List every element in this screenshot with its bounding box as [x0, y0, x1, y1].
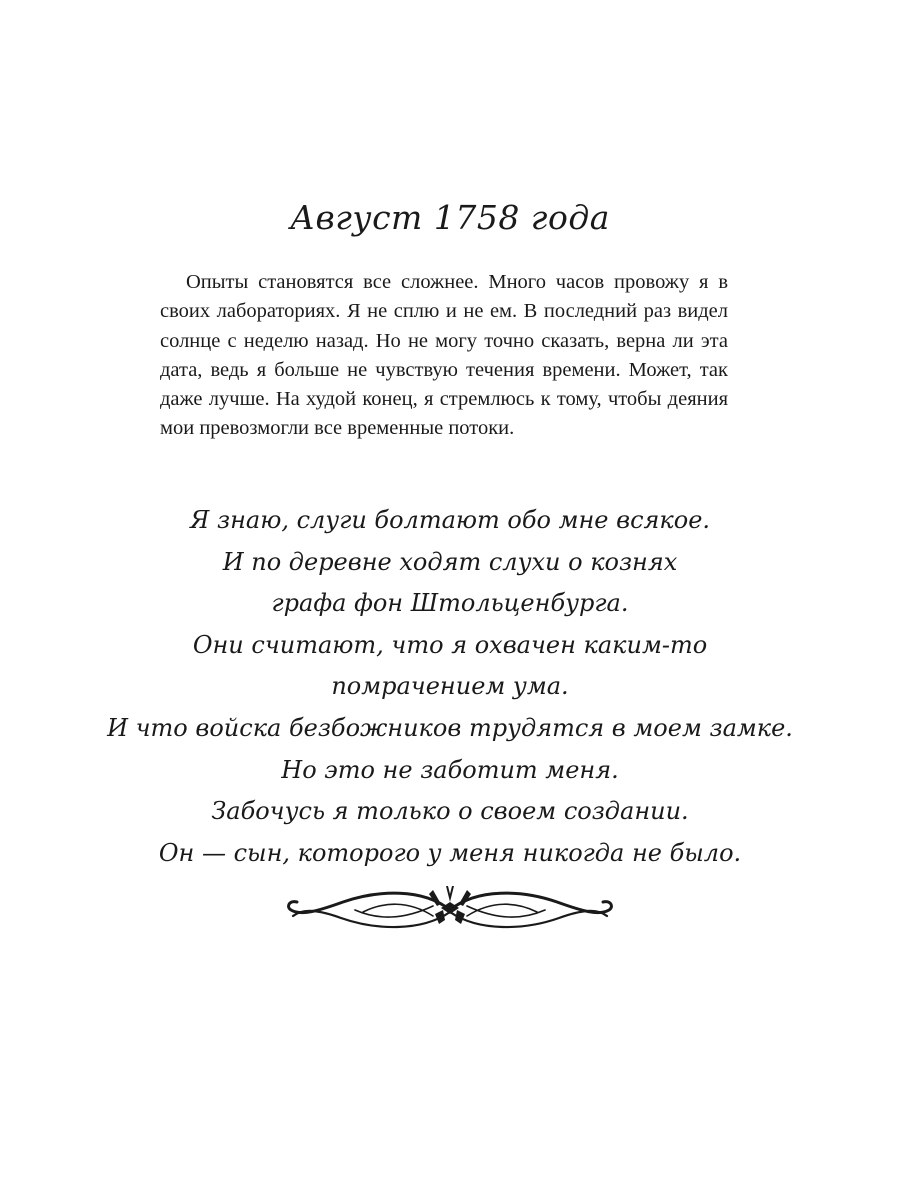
verse-line: Они считают, что я охвачен каким-то [192, 630, 708, 659]
italic-verse [0, 500, 900, 874]
verse-line: И что войска безбожников трудятся в моем замке. [107, 713, 793, 742]
verse-line: Забочусь я только о своем создании. [211, 797, 689, 826]
verse-line: Я знаю, слуги болтают обо мне всякое. [189, 506, 711, 534]
verse-line: Но это не заботит меня. [281, 755, 619, 784]
body-text [160, 268, 728, 444]
flourish-divider-icon [283, 880, 617, 940]
verse-line: Он — сын, которого у меня никогда не было. [158, 838, 742, 867]
chapter-heading: Август 1758 года [290, 198, 610, 237]
paragraph: Опыты становятся все сложнее. Много часов провожу я в своих лабораториях. Я не сплю и не ем. В последний раз видел солнце с неделю назад. Но не могу точно сказать, верна ли эта дата, ведь я больше не чувствую течения времени. Может, так даже лучше. На худой конец, я стремлюсь к тому, чтобы деяния мои превозмогли все временные потоки. [160, 271, 728, 440]
verse-line: помрачением ума. [331, 672, 569, 701]
verse-line: И по деревне ходят слухи о кознях [222, 547, 678, 576]
verse-line: графа фон Штольценбурга. [271, 589, 629, 618]
